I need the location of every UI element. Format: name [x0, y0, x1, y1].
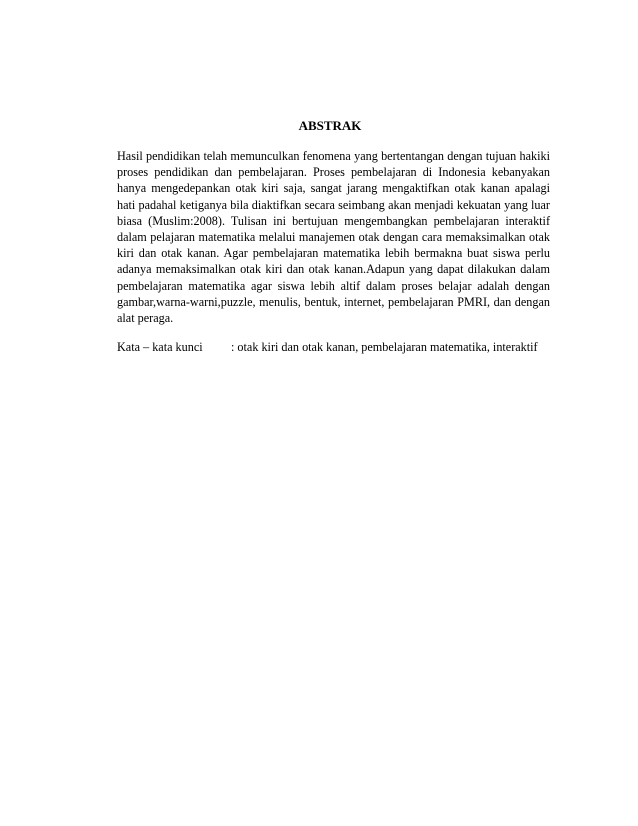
abstract-body: Hasil pendidikan telah memunculkan fenomena yang bertentangan dengan tujuan hakiki proses pendidikan dan pembelajaran. Proses pembelajaran di Indonesia kebanyakan hanya mengedepankan otak kiri saja, sangat jarang mengaktifkan otak kanan apalagi hati padahal ketiganya bila diaktifkan secara seimbang akan menjadi kekuatan yang luar biasa (Muslim:2008). Tulisan ini bertujuan mengembangkan pembelajaran interaktif dalam pelajaran matematika melalui manajemen otak dengan cara memaksimalkan otak kiri dan otak kanan. Agar pembelajaran matematika lebih bermakna buat siswa perlu adanya memaksimalkan otak kiri dan otak kanan.Adapun yang dapat dilakukan dalam pembelajaran matematika agar siswa lebih altif dalam proses belajar adalah dengan gambar,warna-warni,puzzle, menulis, bentuk, internet, pembelajaran PMRI, dan dengan alat peraga. [117, 149, 550, 326]
keywords-line [117, 339, 557, 355]
keywords-value: : otak kiri dan otak kanan, pembelajaran matematika, interaktif [231, 340, 538, 354]
keywords-label: Kata – kata kunci [117, 340, 203, 354]
abstract-title: ABSTRAK [298, 118, 362, 133]
